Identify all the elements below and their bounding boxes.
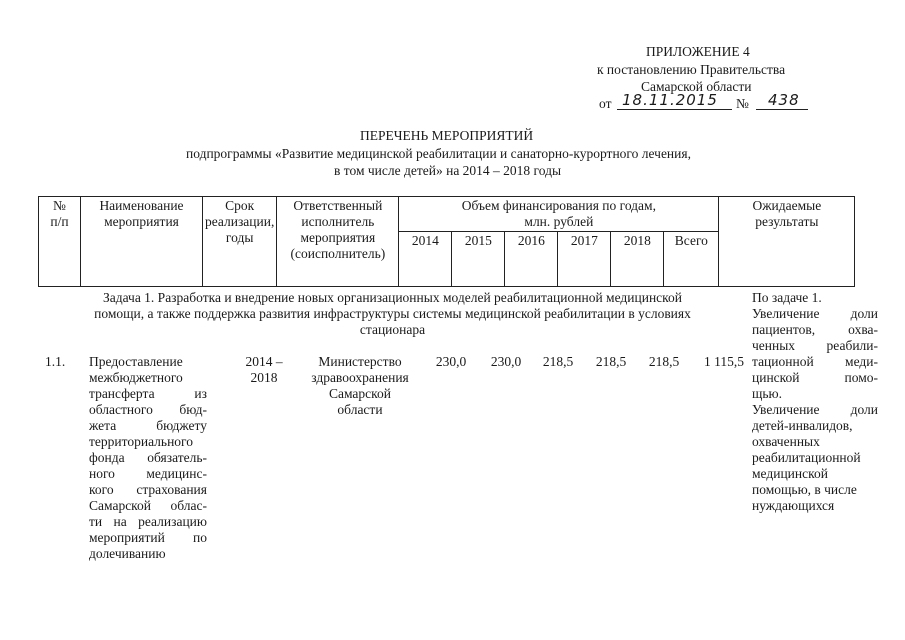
measure-name-line: Предоставление bbox=[89, 354, 183, 369]
measure-name-line: областного бюд- bbox=[89, 402, 207, 417]
measures-table-header bbox=[38, 196, 855, 287]
subtitle-line-1: подпрограммы «Развитие медицинской реабилитации и санаторно-курортного лечения, bbox=[186, 146, 691, 161]
page-title: ПЕРЕЧЕНЬ МЕРОПРИЯТИЙ bbox=[360, 128, 534, 143]
col-header-results: Ожидаемые результаты bbox=[719, 197, 855, 287]
measure-name-line: Самарской облас- bbox=[89, 498, 207, 513]
value-2014: 230,0 bbox=[435, 354, 467, 369]
results-line: детей-инвалидов, bbox=[752, 418, 853, 433]
results-line: реабилитационной bbox=[752, 450, 861, 465]
measure-executor: Министерство здравоохранения Самарской области bbox=[311, 354, 409, 417]
measure-name-line: долечиванию bbox=[89, 546, 166, 561]
expected-results bbox=[752, 290, 878, 514]
number-label: № bbox=[736, 96, 749, 111]
results-line: помощью, в числе bbox=[752, 482, 857, 497]
results-line: Увеличение доли bbox=[752, 306, 878, 321]
measure-name-line: территориального bbox=[89, 434, 193, 449]
measure-name-line: жета бюджету bbox=[89, 418, 207, 433]
subtitle-line-2: в том числе детей» на 2014 – 2018 годы bbox=[334, 163, 562, 178]
measure-name-line: мероприятий по bbox=[89, 530, 207, 545]
task-heading: Задача 1. Разработка и внедрение новых организационных моделей реабилитационной медицинской помощи, а также поддержка развития инфраструктуры системы медицинской реабилитации в условиях стационара bbox=[94, 290, 691, 337]
from-label: от bbox=[599, 96, 612, 111]
measure-term: 2014 – 2018 bbox=[245, 354, 283, 385]
value-total: 1 115,5 bbox=[704, 354, 744, 369]
results-line: цинской помо- bbox=[752, 370, 878, 385]
results-line: ченных реабили- bbox=[752, 338, 878, 353]
measure-name-line: ного медицинс- bbox=[89, 466, 207, 481]
region-line: Самарской области bbox=[641, 79, 752, 94]
col-header-year-2017: 2017 bbox=[558, 232, 611, 287]
col-header-year-2018: 2018 bbox=[611, 232, 664, 287]
col-header-year-2014: 2014 bbox=[399, 232, 452, 287]
col-header-term: Срок реализации, годы bbox=[203, 197, 277, 287]
results-line: Увеличение доли bbox=[752, 402, 878, 417]
measure-name-line: фонда обязатель- bbox=[89, 450, 207, 465]
col-header-number: № п/п bbox=[39, 197, 81, 287]
col-header-executor: Ответственный исполнитель мероприятия (соисполнитель) bbox=[277, 197, 399, 287]
col-header-name: Наименование мероприятия bbox=[81, 197, 203, 287]
measure-name bbox=[89, 354, 207, 562]
measure-name-line: трансферта из bbox=[89, 386, 207, 401]
col-header-year-2016: 2016 bbox=[505, 232, 558, 287]
col-header-total: Всего bbox=[664, 232, 719, 287]
value-2018: 218,5 bbox=[648, 354, 680, 369]
measure-name-line: межбюджетного bbox=[89, 370, 183, 385]
resolution-line: к постановлению Правительства bbox=[597, 62, 786, 77]
results-line: охваченных bbox=[752, 434, 820, 449]
measure-name-line: ти на реализацию bbox=[89, 514, 207, 529]
value-2016: 218,5 bbox=[542, 354, 574, 369]
resolution-date: 18.11.2015 bbox=[622, 91, 718, 109]
value-2017: 218,5 bbox=[595, 354, 627, 369]
number-underline bbox=[756, 109, 808, 110]
date-underline bbox=[617, 109, 732, 110]
col-header-year-2015: 2015 bbox=[452, 232, 505, 287]
value-2015: 230,0 bbox=[490, 354, 522, 369]
results-line: щью. bbox=[752, 386, 783, 401]
results-line: медицинской bbox=[752, 466, 828, 481]
appendix-title: ПРИЛОЖЕНИЕ 4 bbox=[646, 44, 750, 59]
resolution-number: 438 bbox=[768, 91, 800, 109]
measure-name-line: кого страхования bbox=[89, 482, 207, 497]
results-line: По задаче 1. bbox=[752, 290, 822, 305]
results-line: пациентов, охва- bbox=[752, 322, 878, 337]
row-number: 1.1. bbox=[45, 354, 66, 369]
col-header-funding: Объем финансирования по годам, млн. рублей bbox=[399, 197, 719, 232]
results-line: тационной меди- bbox=[752, 354, 878, 369]
results-line: нуждающихся bbox=[752, 498, 835, 513]
